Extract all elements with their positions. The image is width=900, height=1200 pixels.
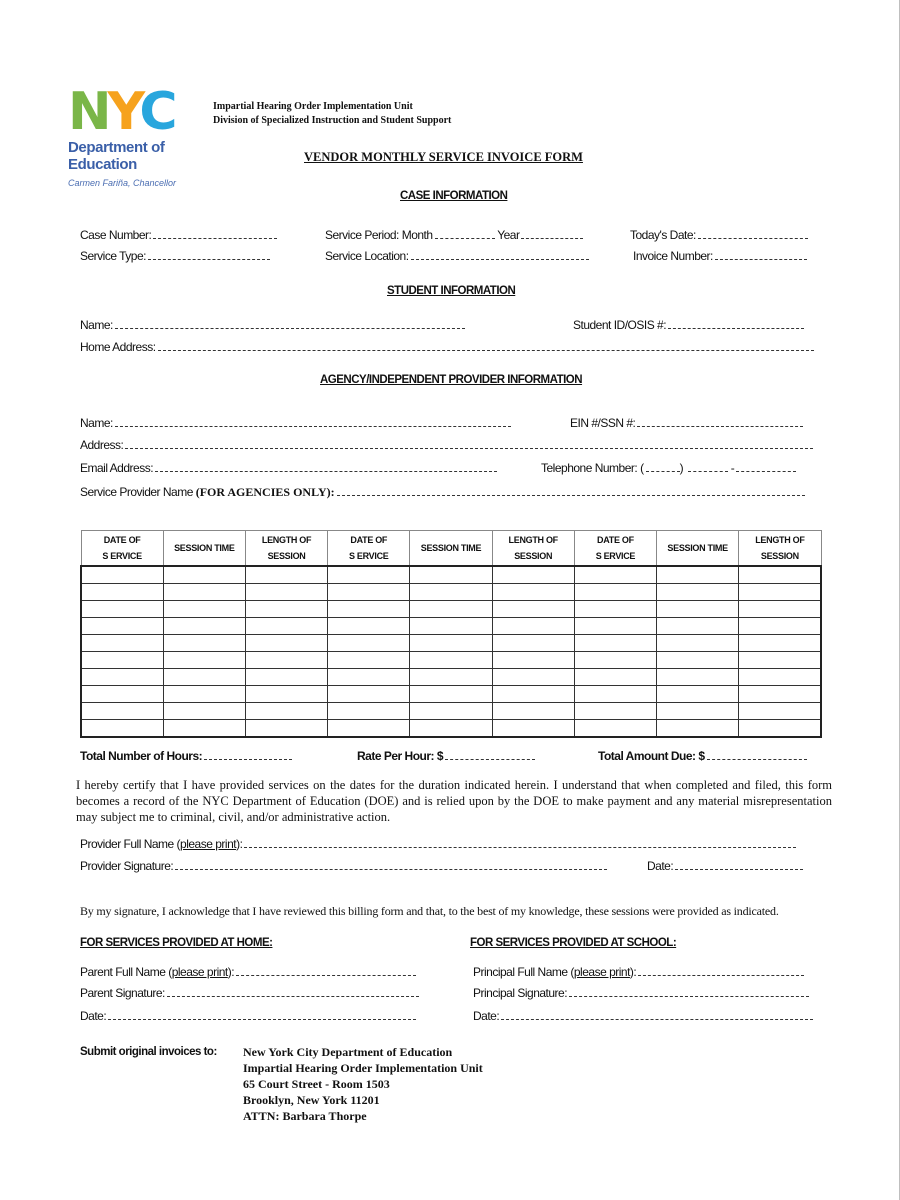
submit-address-line: 65 Court Street - Room 1503	[243, 1077, 390, 1091]
table-cell[interactable]	[574, 703, 656, 720]
table-cell[interactable]	[574, 635, 656, 652]
telephone-label: Telephone Number: (	[541, 461, 644, 475]
table-cell[interactable]	[81, 669, 163, 686]
parent-signature-label: Parent Signature:	[80, 986, 165, 1000]
table-cell[interactable]	[328, 618, 410, 635]
year-label: Year	[497, 228, 520, 242]
table-cell[interactable]	[163, 618, 245, 635]
table-cell[interactable]	[739, 669, 821, 686]
table-cell[interactable]	[81, 584, 163, 601]
table-cell[interactable]	[81, 618, 163, 635]
table-header-text: SESSION	[760, 551, 799, 561]
table-cell[interactable]	[492, 635, 574, 652]
table-row	[81, 669, 821, 686]
table-cell[interactable]	[492, 720, 574, 738]
table-cell[interactable]	[492, 686, 574, 703]
table-cell[interactable]	[574, 686, 656, 703]
table-cell[interactable]	[163, 703, 245, 720]
header-division: Division of Specialized Instruction and Student Support	[213, 115, 452, 126]
table-cell[interactable]	[574, 601, 656, 618]
table-header-text: DATE OF	[350, 535, 388, 545]
table-cell[interactable]	[739, 686, 821, 703]
table-cell[interactable]	[245, 703, 327, 720]
submit-address-line: New York City Department of Education	[243, 1045, 453, 1059]
table-cell[interactable]	[328, 601, 410, 618]
principal-name-field[interactable]	[473, 965, 804, 979]
table-row	[81, 703, 821, 720]
table-cell[interactable]	[574, 720, 656, 738]
service-period-field[interactable]	[325, 228, 583, 242]
agency-address-field[interactable]	[80, 438, 813, 452]
table-cell[interactable]	[492, 652, 574, 669]
provider-signature-label: Provider Signature:	[80, 859, 174, 873]
table-row	[81, 720, 821, 738]
home-services-heading: FOR SERVICES PROVIDED AT HOME:	[80, 937, 273, 949]
agency-name-field[interactable]	[80, 416, 511, 430]
table-header-cell	[410, 531, 492, 567]
table-cell[interactable]	[657, 669, 739, 686]
table-cell[interactable]	[739, 584, 821, 601]
table-cell[interactable]	[328, 669, 410, 686]
student-name-label: Name:	[80, 318, 113, 332]
table-header-text: LENGTH OF	[755, 535, 805, 545]
logo-letter-c: C	[139, 82, 174, 142]
service-type-field[interactable]	[80, 249, 270, 263]
table-cell[interactable]	[410, 703, 492, 720]
table-cell[interactable]	[328, 652, 410, 669]
principal-please-print: please print	[573, 965, 630, 979]
table-row	[81, 566, 821, 584]
table-cell[interactable]	[574, 618, 656, 635]
parent-please-print: please print	[171, 965, 228, 979]
table-row	[81, 635, 821, 652]
principal-date-field[interactable]	[473, 1009, 813, 1023]
table-row	[81, 652, 821, 669]
service-type-label: Service Type:	[80, 249, 146, 263]
table-cell[interactable]	[492, 703, 574, 720]
table-cell[interactable]	[81, 652, 163, 669]
table-header-text: S ERVICE	[595, 551, 636, 561]
principal-name-suffix: ):	[629, 965, 637, 979]
submit-label: Submit original invoices to:	[80, 1046, 217, 1058]
table-header-cell	[657, 531, 739, 567]
table-cell[interactable]	[492, 669, 574, 686]
submit-address	[243, 1044, 483, 1124]
table-cell[interactable]	[163, 584, 245, 601]
table-cell[interactable]	[245, 652, 327, 669]
home-address-field[interactable]	[80, 340, 814, 354]
table-header-text: S ERVICE	[349, 551, 389, 561]
home-address-label: Home Address:	[80, 340, 156, 354]
table-cell[interactable]	[492, 601, 574, 618]
table-header-cell	[163, 531, 245, 567]
provider-name-label: Service Provider Name	[80, 485, 193, 499]
parent-date-label: Date:	[80, 1009, 107, 1023]
table-header-text: DATE OF	[103, 535, 141, 545]
case-info-heading: CASE INFORMATION	[400, 190, 508, 202]
agency-address-label: Address:	[80, 438, 124, 452]
total-amount-label: Total Amount Due: $	[598, 749, 705, 763]
parent-name-suffix: ):	[227, 965, 235, 979]
parent-name-prefix: Parent Full Name (	[80, 965, 172, 979]
telephone-paren: )	[679, 461, 684, 475]
table-cell[interactable]	[328, 703, 410, 720]
provider-date-field[interactable]	[647, 859, 803, 873]
total-amount-field[interactable]	[598, 749, 807, 763]
table-header-cell	[81, 531, 163, 567]
table-row	[81, 618, 821, 635]
table-cell[interactable]	[81, 686, 163, 703]
table-cell[interactable]	[410, 686, 492, 703]
table-cell[interactable]	[81, 566, 163, 584]
table-cell[interactable]	[328, 686, 410, 703]
table-header-text: DATE OF	[597, 535, 634, 545]
table-header-text: SESSION	[514, 551, 553, 561]
student-id-field[interactable]	[573, 318, 804, 332]
ein-ssn-label: EIN #/SSN #:	[570, 416, 636, 430]
table-cell[interactable]	[245, 720, 327, 738]
total-hours-field[interactable]	[80, 749, 292, 763]
student-name-field[interactable]	[80, 318, 465, 332]
table-row	[81, 686, 821, 703]
table-header-text: LENGTH OF	[508, 535, 558, 545]
student-info-heading: STUDENT INFORMATION	[387, 285, 516, 297]
table-cell[interactable]	[163, 601, 245, 618]
table-cell[interactable]	[245, 601, 327, 618]
provider-date-label: Date:	[647, 859, 674, 873]
table-header-text: SESSION	[267, 551, 306, 561]
table-cell[interactable]	[739, 720, 821, 738]
table-cell[interactable]	[163, 652, 245, 669]
table-cell[interactable]	[245, 686, 327, 703]
case-number-field[interactable]	[80, 228, 277, 242]
ein-ssn-field[interactable]	[570, 416, 803, 430]
table-cell[interactable]	[163, 635, 245, 652]
table-header-cell	[574, 531, 656, 567]
provider-name-prefix: Provider Full Name (	[80, 837, 181, 851]
table-cell[interactable]	[657, 686, 739, 703]
table-cell[interactable]	[739, 635, 821, 652]
table-header-cell	[328, 531, 410, 567]
table-cell[interactable]	[657, 635, 739, 652]
table-cell[interactable]	[410, 652, 492, 669]
table-cell[interactable]	[657, 618, 739, 635]
table-cell[interactable]	[410, 601, 492, 618]
table-body	[81, 566, 821, 737]
agency-info-heading: AGENCY/INDEPENDENT PROVIDER INFORMATION	[320, 374, 583, 386]
acknowledge-text: By my signature, I acknowledge that I have reviewed this billing form and that, to the best of my knowledge, these sessions were provided as indicated.	[80, 904, 779, 918]
table-cell[interactable]	[410, 635, 492, 652]
table-cell[interactable]	[739, 566, 821, 584]
table-cell[interactable]	[410, 720, 492, 738]
provider-name-suffix: ):	[236, 837, 243, 851]
table-header-cell	[492, 531, 574, 567]
todays-date-label: Today's Date:	[630, 228, 696, 242]
invoice-number-field[interactable]	[633, 249, 807, 263]
principal-name-prefix: Principal Full Name (	[473, 965, 574, 979]
case-number-label: Case Number:	[80, 228, 152, 242]
rate-per-hour-label: Rate Per Hour: $	[357, 749, 444, 763]
table-cell[interactable]	[328, 635, 410, 652]
service-location-field[interactable]	[325, 249, 589, 263]
table-row	[81, 601, 821, 618]
table-cell[interactable]	[492, 618, 574, 635]
table-cell[interactable]	[574, 652, 656, 669]
table-cell[interactable]	[163, 686, 245, 703]
logo-letter-y: Y	[107, 82, 140, 142]
principal-signature-label: Principal Signature:	[473, 986, 568, 1000]
table-cell[interactable]	[492, 584, 574, 601]
table-cell[interactable]	[657, 720, 739, 738]
submit-address-line: ATTN: Barbara Thorpe	[243, 1109, 367, 1123]
table-cell[interactable]	[739, 601, 821, 618]
principal-signature-field[interactable]	[473, 986, 809, 1000]
submit-address-line: Impartial Hearing Order Implementation Unit	[243, 1061, 483, 1075]
email-address-field[interactable]	[80, 461, 497, 475]
table-header-text: SESSION TIME	[174, 543, 235, 553]
table-cell[interactable]	[81, 635, 163, 652]
table-cell[interactable]	[245, 669, 327, 686]
logo-letter-n: N	[68, 82, 108, 142]
todays-date-field[interactable]	[630, 228, 808, 242]
provider-signature-field[interactable]	[80, 859, 607, 873]
telephone-field[interactable]	[541, 461, 796, 475]
total-hours-label: Total Number of Hours:	[80, 749, 203, 763]
table-row	[81, 584, 821, 601]
school-services-heading: FOR SERVICES PROVIDED AT SCHOOL:	[470, 937, 677, 949]
table-cell[interactable]	[739, 618, 821, 635]
provider-please-print: please print	[180, 837, 237, 851]
invoice-number-label: Invoice Number:	[633, 249, 713, 263]
logo-chancellor: Carmen Fariña, Chancellor	[68, 178, 177, 188]
table-cell[interactable]	[163, 669, 245, 686]
table-cell[interactable]	[657, 652, 739, 669]
table-cell[interactable]	[328, 720, 410, 738]
agency-name-label: Name:	[80, 416, 113, 430]
table-header-cell	[739, 531, 821, 567]
table-header-text: LENGTH OF	[261, 535, 312, 545]
table-cell[interactable]	[163, 720, 245, 738]
table-cell[interactable]	[574, 566, 656, 584]
parent-signature-field[interactable]	[80, 986, 419, 1000]
principal-date-label: Date:	[473, 1009, 500, 1023]
student-id-label: Student ID/OSIS #:	[573, 318, 667, 332]
logo-dept-line1: Department of	[68, 139, 165, 156]
parent-date-field[interactable]	[80, 1009, 416, 1023]
telephone-dash: -	[730, 461, 735, 475]
service-period-label: Service Period: Month	[325, 228, 433, 242]
table-cell[interactable]	[657, 601, 739, 618]
service-provider-name-field[interactable]	[80, 485, 805, 500]
table-cell[interactable]	[328, 584, 410, 601]
logo-dept-line2: Education	[68, 156, 137, 173]
provider-full-name-field[interactable]	[80, 837, 796, 851]
rate-per-hour-field[interactable]	[357, 749, 535, 763]
table-cell[interactable]	[574, 584, 656, 601]
logo-nyc-letters	[68, 82, 174, 142]
table-cell[interactable]	[81, 720, 163, 738]
table-header-text: SESSION TIME	[667, 543, 728, 553]
service-location-label: Service Location:	[325, 249, 409, 263]
submit-address-line: Brooklyn, New York 11201	[243, 1093, 380, 1107]
table-header-cell	[245, 531, 327, 567]
table-cell[interactable]	[81, 601, 163, 618]
table-cell[interactable]	[245, 566, 327, 584]
table-cell[interactable]	[657, 566, 739, 584]
table-cell[interactable]	[657, 584, 739, 601]
table-cell[interactable]	[410, 669, 492, 686]
form-title: VENDOR MONTHLY SERVICE INVOICE FORM	[304, 150, 583, 164]
table-cell[interactable]	[492, 566, 574, 584]
provider-name-note: (FOR AGENCIES ONLY):	[195, 485, 335, 499]
table-cell[interactable]	[163, 566, 245, 584]
table-cell[interactable]	[328, 566, 410, 584]
table-cell[interactable]	[410, 566, 492, 584]
header-unit: Impartial Hearing Order Implementation Unit	[213, 101, 413, 112]
table-cell[interactable]	[410, 584, 492, 601]
certification-text: I hereby certify that I have provided services on the dates for the duration indicated herein. I understand that when completed and filed, this form becomes a record of the NYC Department of Education (DOE) and is relied upon by the DOE to make payment and any material misrepresentation may subject me to criminal, civil, and/or administrative action.	[76, 778, 832, 824]
table-cell[interactable]	[81, 703, 163, 720]
table-cell[interactable]	[739, 703, 821, 720]
table-header-text: S ERVICE	[102, 551, 142, 561]
table-cell[interactable]	[245, 635, 327, 652]
table-cell[interactable]	[245, 618, 327, 635]
table-cell[interactable]	[574, 669, 656, 686]
logo-department-text	[68, 139, 164, 173]
table-cell[interactable]	[245, 584, 327, 601]
table-cell[interactable]	[410, 618, 492, 635]
table-cell[interactable]	[657, 703, 739, 720]
table-header-row	[81, 531, 821, 567]
parent-name-field[interactable]	[80, 965, 416, 979]
service-log-table	[80, 530, 822, 738]
table-header-text: SESSION TIME	[420, 543, 482, 553]
table-cell[interactable]	[739, 652, 821, 669]
email-address-label: Email Address:	[80, 461, 154, 475]
